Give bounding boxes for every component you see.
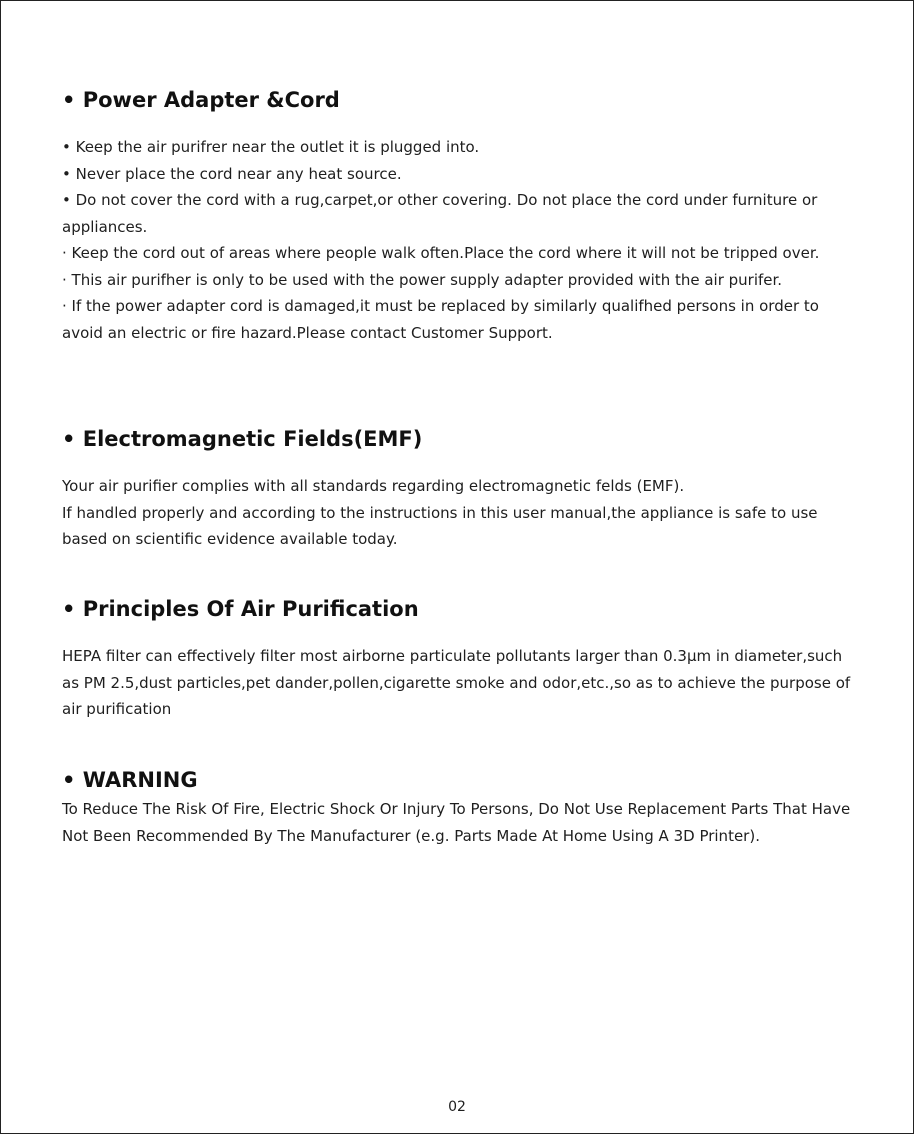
section-power-adapter-cord [62, 86, 862, 346]
paragraph: HEPA filter can effectively filter most airborne particulate pollutants larger than 0.3μm in diameter,such as PM 2.5,dust particles,pet dander,pollen,cigarette smoke and odor,etc.,so as to achieve the purpose of air purification [62, 647, 851, 718]
bullet-item: · Keep the cord out of areas where people walk often.Place the cord where it will not be tripped over. [62, 244, 820, 262]
section-heading: • Electromagnetic Fields(EMF) [62, 427, 423, 451]
section-heading: • Principles Of Air Purification [62, 597, 419, 621]
section-body [62, 643, 862, 723]
section-body [62, 473, 862, 553]
section-body [62, 134, 862, 346]
bullet-item: · This air purifher is only to be used with the power supply adapter provided with the air purifer. [62, 270, 783, 289]
paragraph: Your air purifier complies with all standards regarding electromagnetic felds (EMF). [62, 477, 685, 495]
section-heading: • WARNING [62, 768, 198, 792]
section-electromagnetic-fields [62, 425, 862, 553]
bullet-item: · If the power adapter cord is damaged,it must be replaced by similarly qualifhed persons in order to avoid an electric or fire hazard.Please contact Customer Support. [62, 297, 819, 342]
paragraph: If handled properly and according to the instructions in this user manual,the appliance is safe to use based on scientific evidence available today. [62, 503, 818, 548]
section-warning [62, 766, 862, 849]
bullet-item: • Do not cover the cord with a rug,carpet,or other covering. Do not place the cord under furniture or appliances. [62, 191, 818, 236]
bullet-item: • Keep the air purifrer near the outlet it is plugged into. [62, 138, 480, 156]
section-principles-air-purification [62, 595, 862, 723]
page-number: 02 [448, 1099, 466, 1115]
section-heading: • Power Adapter &Cord [62, 88, 340, 112]
bullet-item: • Never place the cord near any heat source. [62, 164, 402, 183]
section-body [62, 796, 862, 849]
paragraph: To Reduce The Risk Of Fire, Electric Shock Or Injury To Persons, Do Not Use Replacement Parts That Have Not Been Recommended By The Manufacturer (e.g. Parts Made At Home Using A 3D Printer). [62, 800, 851, 845]
